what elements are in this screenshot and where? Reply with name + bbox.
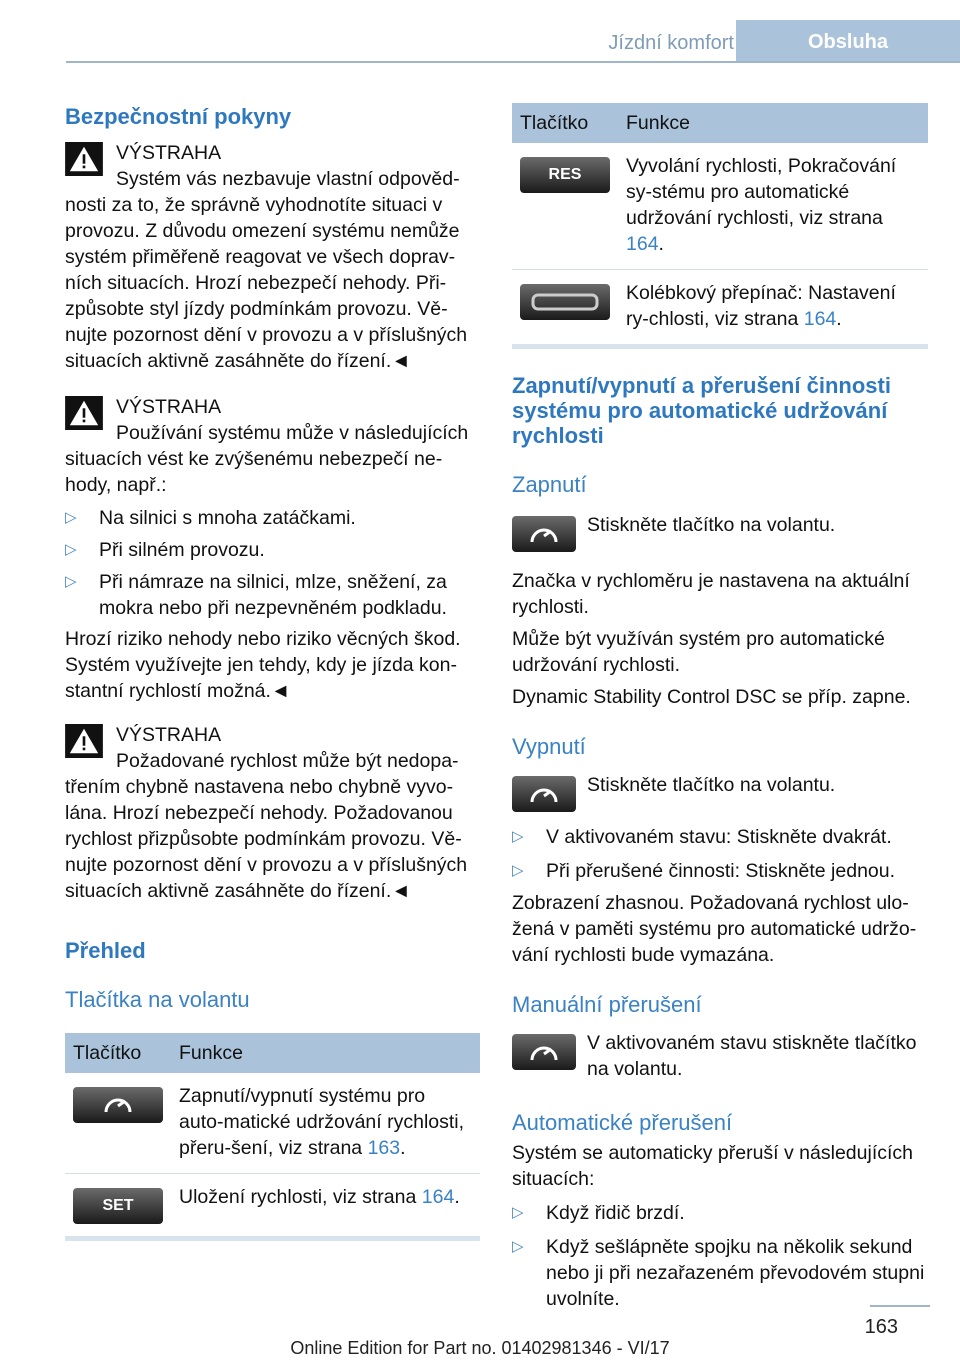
col-header-function: Funkce: [618, 103, 928, 143]
paragraph: Může být využíván systém pro automatické udržování rychlosti.: [512, 628, 885, 676]
page-link[interactable]: 164: [803, 308, 837, 330]
list-item: ▷ Když sešlápněte spojku na několik sekund nebo ji při nezařazeném převodovém stupni uvolníte.: [512, 1236, 925, 1310]
list-item: ▷ Při silném provozu.: [65, 539, 265, 561]
table-end-bar: [512, 344, 928, 349]
buttons-table-continued: [512, 103, 928, 344]
warning-block: [65, 394, 480, 498]
speedometer-icon: [527, 1040, 561, 1066]
paragraph: Systém se automaticky přeruší v následujících situacích:: [512, 1142, 913, 1190]
bullet-triangle-icon: ▷: [512, 862, 524, 879]
subsection-title-on: Zapnutí: [512, 472, 587, 497]
risk-text: Hrozí riziko nehody nebo riziko věcných škod. Systém využívejte jen tehdy, kdy je jízda kon-stantní rychlostí možná.◄: [65, 628, 461, 702]
cruise-button-icon: [512, 776, 576, 812]
edition-note: Online Edition for Part no. 01402981346 - VI/17: [290, 1338, 670, 1358]
bullet-triangle-icon: ▷: [65, 541, 77, 558]
list-item: ▷ Na silnici s mnoha zatáčkami.: [65, 507, 356, 529]
warning-icon: [65, 142, 103, 176]
paragraph: Dynamic Stability Control DSC se příp. zapne.: [512, 686, 911, 708]
subsection-title-off: Vypnutí: [512, 734, 586, 759]
bullet-triangle-icon: ▷: [512, 828, 524, 845]
right-column: [512, 103, 928, 1312]
speedometer-icon: [527, 522, 561, 548]
table-header-row: [65, 1033, 480, 1073]
page-link[interactable]: 164: [421, 1186, 455, 1208]
warning-icon: [65, 396, 103, 430]
bullet-triangle-icon: ▷: [512, 1204, 524, 1221]
table-row: [65, 1174, 480, 1237]
subsection-title-auto: Automatické přerušení: [512, 1110, 733, 1135]
subsection-title-steering-buttons: Tlačítka na volantu: [65, 987, 250, 1012]
action-row: [512, 1030, 928, 1082]
warning-block: [65, 140, 480, 374]
page-header: [0, 0, 960, 62]
warning-text: Systém vás nezbavuje vlastní odpověd-nosti za to, že správně vyhodnotíte situaci v provozu. Z důvodu omezení systému nemůže systém přiměřeně reagovat ve všech doprav-ních situacích. Hrozí nebezpečí nehody. Při-způsobte styl jízdy podmínkám provozu. Vě-nujte pozornost dění v provozu a v příslušných situacích aktivně zasáhněte do řízení.◄: [65, 168, 468, 372]
speedometer-icon: [101, 1092, 135, 1118]
table-cell-function: Uložení rychlosti, viz strana 164.: [179, 1186, 460, 1208]
action-text: Stiskněte tlačítko na volantu.: [587, 774, 836, 796]
res-button-icon: RES: [520, 157, 610, 193]
rocker-icon: [530, 292, 600, 312]
col-header-button: Tlačítko: [65, 1033, 171, 1073]
left-column: [65, 100, 480, 1241]
paragraph: Zobrazení zhasnou. Požadovaná rychlost ulo-žená v paměti systému pro automatické udržo-vání rychlosti bude vymazána.: [512, 892, 917, 966]
cruise-button-icon: [73, 1087, 163, 1123]
cruise-button-icon: [512, 1034, 576, 1070]
tab-jizdni-komfort[interactable]: Jízdní komfort: [608, 32, 734, 54]
list-item: ▷ Při přerušené činnosti: Stiskněte jednou.: [512, 860, 896, 882]
bullet-triangle-icon: ▷: [65, 509, 77, 526]
table-row: [512, 143, 928, 270]
auto-list: [512, 1200, 928, 1312]
page-number: 163: [864, 1316, 898, 1338]
action-row: [512, 772, 928, 816]
warning-block: [65, 722, 480, 904]
table-cell-function: Kolébkový přepínač: Nastavení ry-chlosti, viz strana 164.: [626, 282, 896, 330]
list-item: ▷ V aktivovaném stavu: Stiskněte dvakrát.: [512, 826, 892, 848]
warning-text: Používání systému může v následujících situacích vést ke zvýšenému nebezpečí ne-hody, např.:: [65, 422, 469, 496]
subsection-title-manual: Manuální přerušení: [512, 992, 702, 1017]
col-header-function: Funkce: [171, 1033, 480, 1073]
warning-label: VÝSTRAHA: [116, 142, 222, 164]
list-item: ▷ Když řidič brzdí.: [512, 1202, 685, 1224]
table-cell-function: Vyvolání rychlosti, Pokračování sy-stému pro automatické udržování rychlosti, viz strana 164.: [618, 143, 928, 270]
section-title-safety: Bezpečnostní pokyny: [65, 104, 292, 129]
section-title-on-off: Zapnutí/vypnutí a přerušení činnosti systému pro automatické udržování rychlosti: [512, 373, 891, 448]
warning-label: VÝSTRAHA: [116, 396, 222, 418]
action-text: V aktivovaném stavu stiskněte tlačítko na volantu.: [587, 1032, 917, 1080]
warning-icon: [65, 724, 103, 758]
table-end-bar: [65, 1236, 480, 1241]
off-list: [512, 824, 928, 884]
list-item: ▷ Při námraze na silnici, mlze, sněžení, za mokra nebo při nezpevněném podkladu.: [65, 571, 447, 619]
situation-list: [65, 505, 480, 621]
table-header-row: [512, 103, 928, 143]
bullet-triangle-icon: ▷: [512, 1238, 524, 1255]
warning-label: VÝSTRAHA: [116, 724, 222, 746]
warning-text: Požadované rychlost může být nedopa-třením chybně nastavena nebo chybně vyvo-lána. Hrozí nebezpečí nehody. Požadovanou rychlost přizpůsobte podmínkám provozu. Vě-nujte pozornost dění v provozu a v příslušných situacích aktivně zasáhněte do řízení.◄: [65, 750, 468, 902]
header-divider: [66, 61, 960, 63]
rocker-switch-icon: [520, 284, 610, 320]
action-row: [512, 512, 928, 556]
set-button-icon: SET: [73, 1188, 163, 1224]
section-title-overview: Přehled: [65, 938, 146, 963]
tab-obsluha[interactable]: Obsluha: [736, 20, 960, 62]
paragraph: Značka v rychloměru je nastavena na aktuální rychlosti.: [512, 570, 910, 618]
page-link[interactable]: 163: [367, 1137, 401, 1159]
table-row: [65, 1073, 480, 1174]
buttons-table: [65, 1033, 480, 1236]
footer-divider: [870, 1305, 930, 1307]
col-header-button: Tlačítko: [512, 103, 618, 143]
cruise-button-icon: [512, 516, 576, 552]
page-link[interactable]: 164: [626, 233, 659, 255]
bullet-triangle-icon: ▷: [65, 573, 77, 590]
table-cell-function: Zapnutí/vypnutí systému pro auto-matické udržování rychlosti, přeru-šení, viz strana 163.: [171, 1073, 480, 1174]
table-row: [512, 270, 928, 345]
action-text: Stiskněte tlačítko na volantu.: [587, 514, 836, 536]
speedometer-icon: [527, 782, 561, 808]
